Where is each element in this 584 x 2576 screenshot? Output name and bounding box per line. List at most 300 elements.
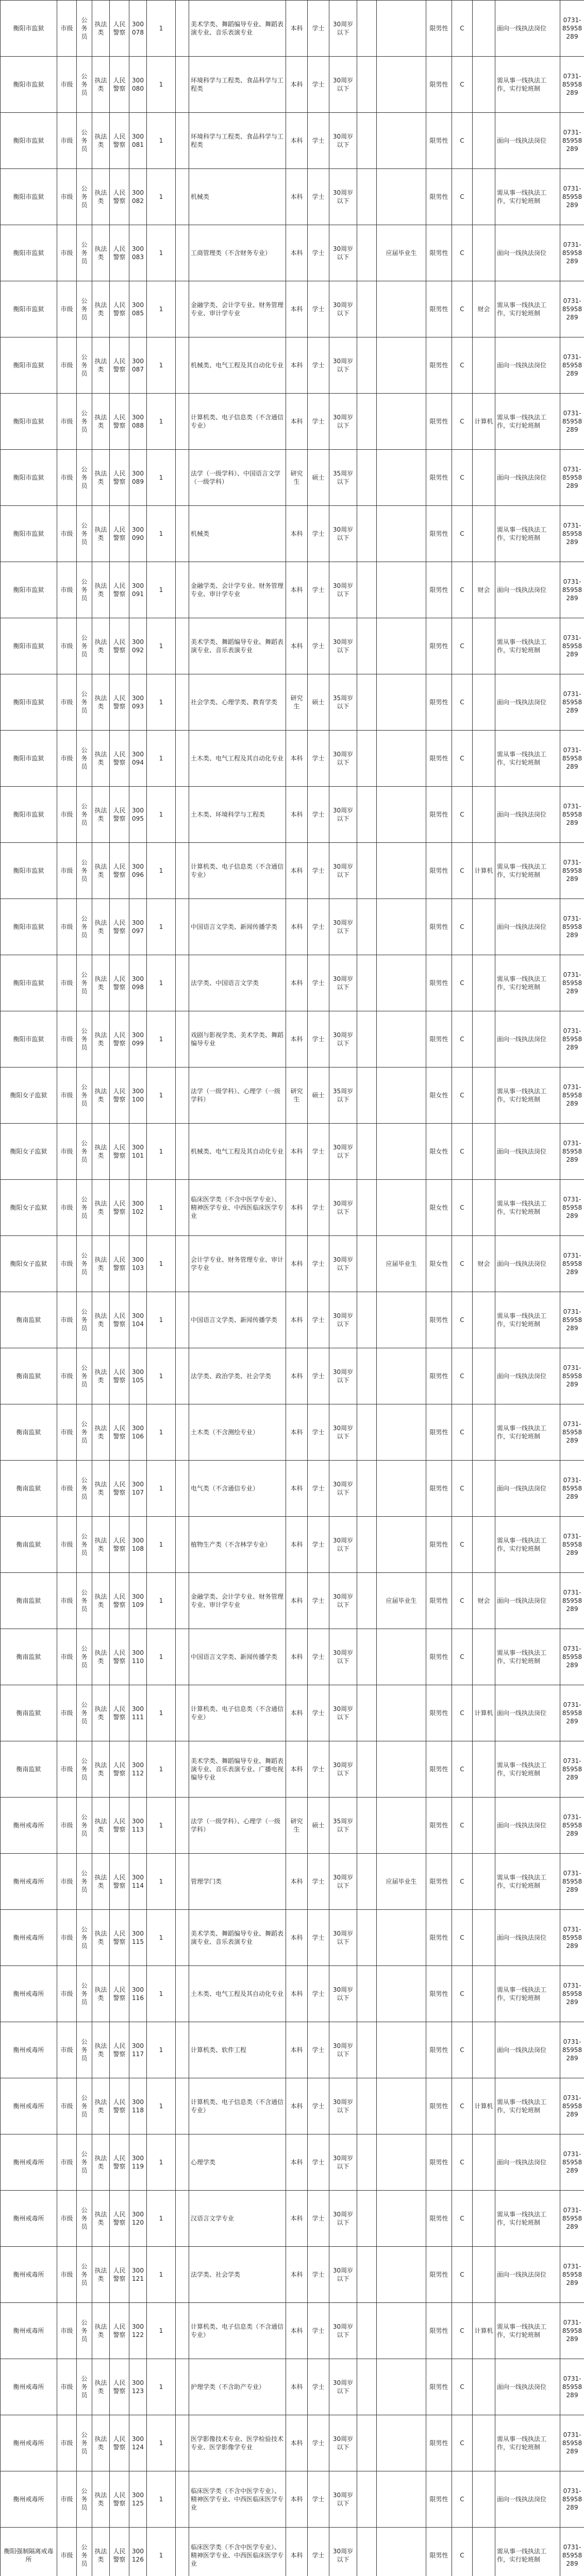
count-cell: 1 (147, 1, 176, 57)
major-cell: 戏剧与影视学类、美术学类、舞蹈编导专业 (189, 1011, 286, 1067)
exam-subject-cell (473, 674, 495, 731)
gender-cell: 限男性 (426, 1292, 452, 1348)
duty-cell: 执法类 (92, 1011, 110, 1067)
job-cell: 人民警察 (110, 2134, 129, 2191)
category-cell: C (452, 2247, 473, 2303)
count-cell: 1 (147, 2471, 176, 2528)
code-cell: 300112 (129, 1741, 147, 1798)
table-row (1, 506, 584, 562)
code-cell: 300087 (129, 337, 147, 394)
target-cell (377, 2471, 426, 2528)
politics-cell (357, 1, 377, 57)
category-cell: C (452, 1348, 473, 1404)
major-cell: 计算机类、电子信息类（不含通信专业） (189, 1685, 286, 1741)
count-cell: 1 (147, 1404, 176, 1461)
job-cell: 人民警察 (110, 1292, 129, 1348)
age-cell: 35周岁以下 (329, 450, 357, 506)
politics-cell (357, 2022, 377, 2078)
phone-cell: 0731-85958289 (560, 506, 584, 562)
code-cell: 300100 (129, 1067, 147, 1124)
politics-cell (357, 1011, 377, 1067)
note-cell: 面向一线执法岗位 (495, 450, 560, 506)
major-cell: 法学类、社会学类 (189, 2247, 286, 2303)
count-cell: 1 (147, 169, 176, 225)
unit-cell: 衡南监狱 (1, 1685, 57, 1741)
degree-title-cell: 学士 (308, 1741, 329, 1798)
duty-cell: 执法类 (92, 1685, 110, 1741)
note-cell: 面向一线执法岗位 (495, 787, 560, 843)
count-cell: 1 (147, 618, 176, 674)
note-cell: 需从事一线执法工作，实行轮班制 (495, 57, 560, 113)
count-cell: 1 (147, 394, 176, 450)
target-cell (377, 618, 426, 674)
duty-cell: 执法类 (92, 1910, 110, 1966)
exam-subject-cell (473, 1067, 495, 1124)
degree-cell: 本科 (286, 225, 308, 281)
degree-cell: 本科 (286, 337, 308, 394)
job-cell: 人民警察 (110, 562, 129, 618)
job-cell: 人民警察 (110, 1124, 129, 1180)
gender-cell: 限男性 (426, 562, 452, 618)
spacer-cell (176, 281, 189, 337)
unit-cell: 衡州戒毒所 (1, 2303, 57, 2359)
phone-cell: 0731-85958289 (560, 1180, 584, 1236)
unit-cell: 衡阳市监狱 (1, 337, 57, 394)
count-cell: 1 (147, 2247, 176, 2303)
note-cell: 面向一线执法岗位 (495, 1348, 560, 1404)
count-cell: 1 (147, 955, 176, 1011)
phone-cell: 0731-85958289 (560, 2191, 584, 2247)
age-cell: 30周岁以下 (329, 2415, 357, 2471)
major-cell: 计算机类、电子信息类（不含通信专业） (189, 2303, 286, 2359)
degree-title-cell: 学士 (308, 2134, 329, 2191)
job-cell: 人民警察 (110, 2191, 129, 2247)
level-cell: 市级 (57, 1461, 77, 1517)
phone-cell: 0731-85958289 (560, 787, 584, 843)
unit-cell: 衡阳强制隔离戒毒所 (1, 2528, 57, 2576)
politics-cell (357, 1741, 377, 1798)
age-cell: 30周岁以下 (329, 1461, 357, 1517)
degree-cell: 本科 (286, 113, 308, 169)
unit-cell: 衡阳女子监狱 (1, 1236, 57, 1292)
major-cell: 法学类、中国语言文学类 (189, 955, 286, 1011)
level-cell: 市级 (57, 2247, 77, 2303)
type-cell: 公务员 (77, 1798, 92, 1854)
degree-cell: 本科 (286, 1180, 308, 1236)
spacer-cell (176, 731, 189, 787)
category-cell: C (452, 57, 473, 113)
gender-cell: 限男性 (426, 1461, 452, 1517)
degree-title-cell: 学士 (308, 562, 329, 618)
level-cell: 市级 (57, 225, 77, 281)
count-cell: 1 (147, 562, 176, 618)
age-cell: 30周岁以下 (329, 337, 357, 394)
major-cell: 计算机类、电子信息类（不含通信专业） (189, 2078, 286, 2134)
major-cell: 护理学类（不含助产专业） (189, 2359, 286, 2415)
note-cell: 面向一线执法岗位 (495, 2247, 560, 2303)
duty-cell: 执法类 (92, 2303, 110, 2359)
phone-cell: 0731-85958289 (560, 562, 584, 618)
note-cell: 需从事一线执法工作，实行轮班制 (495, 394, 560, 450)
count-cell: 1 (147, 2078, 176, 2134)
gender-cell: 限男性 (426, 2247, 452, 2303)
spacer-cell (176, 169, 189, 225)
exam-subject-cell (473, 225, 495, 281)
duty-cell: 执法类 (92, 506, 110, 562)
job-cell: 人民警察 (110, 450, 129, 506)
table-row (1, 1236, 584, 1292)
exam-subject-cell (473, 450, 495, 506)
gender-cell: 限男性 (426, 2303, 452, 2359)
count-cell: 1 (147, 337, 176, 394)
degree-title-cell: 硕士 (308, 1067, 329, 1124)
spacer-cell (176, 1404, 189, 1461)
target-cell (377, 899, 426, 955)
code-cell: 300117 (129, 2022, 147, 2078)
degree-cell: 本科 (286, 1741, 308, 1798)
count-cell: 1 (147, 1517, 176, 1573)
phone-cell: 0731-85958289 (560, 1573, 584, 1629)
target-cell (377, 674, 426, 731)
duty-cell: 执法类 (92, 1966, 110, 2022)
unit-cell: 衡阳女子监狱 (1, 1124, 57, 1180)
duty-cell: 执法类 (92, 562, 110, 618)
level-cell: 市级 (57, 506, 77, 562)
degree-cell: 本科 (286, 2134, 308, 2191)
category-cell: C (452, 2134, 473, 2191)
duty-cell: 执法类 (92, 394, 110, 450)
spacer-cell (176, 225, 189, 281)
note-cell: 需从事一线执法工作，实行轮班制 (495, 2528, 560, 2576)
count-cell: 1 (147, 1236, 176, 1292)
code-cell: 300104 (129, 1292, 147, 1348)
duty-cell: 执法类 (92, 674, 110, 731)
category-cell: C (452, 1124, 473, 1180)
gender-cell: 限男性 (426, 1573, 452, 1629)
level-cell: 市级 (57, 843, 77, 899)
gender-cell: 限男性 (426, 2471, 452, 2528)
phone-cell: 0731-85958289 (560, 1236, 584, 1292)
major-cell: 临床医学类（不含中医学专业）、精神医学专业、中西医临床医学专业 (189, 2471, 286, 2528)
table-row (1, 1, 584, 57)
note-cell: 需从事一线执法工作，实行轮班制 (495, 1180, 560, 1236)
category-cell: C (452, 955, 473, 1011)
major-cell: 土木类、环境科学与工程类 (189, 787, 286, 843)
exam-subject-cell (473, 1348, 495, 1404)
exam-subject-cell (473, 955, 495, 1011)
category-cell: C (452, 2415, 473, 2471)
job-cell: 人民警察 (110, 1798, 129, 1854)
age-cell: 30周岁以下 (329, 618, 357, 674)
age-cell: 30周岁以下 (329, 1124, 357, 1180)
age-cell: 30周岁以下 (329, 843, 357, 899)
type-cell: 公务员 (77, 1629, 92, 1685)
exam-subject-cell (473, 899, 495, 955)
category-cell: C (452, 2191, 473, 2247)
politics-cell (357, 1685, 377, 1741)
gender-cell: 限男性 (426, 843, 452, 899)
code-cell: 300121 (129, 2247, 147, 2303)
level-cell: 市级 (57, 2303, 77, 2359)
phone-cell: 0731-85958289 (560, 337, 584, 394)
spacer-cell (176, 2191, 189, 2247)
category-cell: C (452, 169, 473, 225)
politics-cell (357, 1292, 377, 1348)
type-cell: 公务员 (77, 1124, 92, 1180)
code-cell: 300109 (129, 1573, 147, 1629)
duty-cell: 执法类 (92, 1067, 110, 1124)
job-cell: 人民警察 (110, 1404, 129, 1461)
gender-cell: 限男性 (426, 899, 452, 955)
phone-cell: 0731-85958289 (560, 225, 584, 281)
phone-cell: 0731-85958289 (560, 169, 584, 225)
spacer-cell (176, 450, 189, 506)
politics-cell (357, 787, 377, 843)
politics-cell (357, 731, 377, 787)
level-cell: 市级 (57, 57, 77, 113)
politics-cell (357, 450, 377, 506)
unit-cell: 衡阳市监狱 (1, 225, 57, 281)
degree-title-cell: 学士 (308, 618, 329, 674)
job-cell: 人民警察 (110, 618, 129, 674)
degree-cell: 本科 (286, 2303, 308, 2359)
gender-cell: 限男性 (426, 2359, 452, 2415)
target-cell (377, 843, 426, 899)
phone-cell: 0731-85958289 (560, 2303, 584, 2359)
phone-cell: 0731-85958289 (560, 1404, 584, 1461)
level-cell: 市级 (57, 1517, 77, 1573)
exam-subject-cell (473, 2359, 495, 2415)
spacer-cell (176, 618, 189, 674)
code-cell: 300095 (129, 787, 147, 843)
target-cell (377, 731, 426, 787)
major-cell: 环境科学与工程类、食品科学与工程类 (189, 113, 286, 169)
spacer-cell (176, 506, 189, 562)
gender-cell: 限男性 (426, 618, 452, 674)
category-cell: C (452, 899, 473, 955)
politics-cell (357, 2303, 377, 2359)
type-cell: 公务员 (77, 787, 92, 843)
level-cell: 市级 (57, 899, 77, 955)
politics-cell (357, 899, 377, 955)
degree-title-cell: 学士 (308, 1124, 329, 1180)
politics-cell (357, 562, 377, 618)
count-cell: 1 (147, 1348, 176, 1404)
exam-subject-cell (473, 787, 495, 843)
degree-cell: 本科 (286, 2078, 308, 2134)
politics-cell (357, 169, 377, 225)
category-cell: C (452, 2471, 473, 2528)
job-cell: 人民警察 (110, 1966, 129, 2022)
target-cell (377, 57, 426, 113)
degree-cell: 本科 (286, 281, 308, 337)
age-cell: 30周岁以下 (329, 169, 357, 225)
type-cell: 公务员 (77, 169, 92, 225)
category-cell: C (452, 1854, 473, 1910)
unit-cell: 衡州戒毒所 (1, 2134, 57, 2191)
politics-cell (357, 2415, 377, 2471)
target-cell (377, 1741, 426, 1798)
major-cell: 临床医学类（不含中医学专业）、精神医学专业、中西医临床医学专业 (189, 1180, 286, 1236)
count-cell: 1 (147, 1011, 176, 1067)
table-row (1, 1741, 584, 1798)
exam-subject-cell (473, 2191, 495, 2247)
code-cell: 300126 (129, 2528, 147, 2576)
duty-cell: 执法类 (92, 787, 110, 843)
table-row (1, 618, 584, 674)
level-cell: 市级 (57, 1292, 77, 1348)
unit-cell: 衡南监狱 (1, 1517, 57, 1573)
note-cell: 面向一线执法岗位 (495, 337, 560, 394)
unit-cell: 衡州戒毒所 (1, 2191, 57, 2247)
target-cell (377, 1910, 426, 1966)
category-cell: C (452, 1798, 473, 1854)
spacer-cell (176, 394, 189, 450)
age-cell: 30周岁以下 (329, 2528, 357, 2576)
unit-cell: 衡阳市监狱 (1, 1011, 57, 1067)
duty-cell: 执法类 (92, 1629, 110, 1685)
age-cell: 30周岁以下 (329, 1741, 357, 1798)
spacer-cell (176, 2359, 189, 2415)
type-cell: 公务员 (77, 843, 92, 899)
degree-cell: 本科 (286, 1461, 308, 1517)
job-cell: 人民警察 (110, 1180, 129, 1236)
table-row (1, 674, 584, 731)
gender-cell: 限男性 (426, 1685, 452, 1741)
note-cell: 面向一线执法岗位 (495, 2022, 560, 2078)
type-cell: 公务员 (77, 2303, 92, 2359)
category-cell: C (452, 843, 473, 899)
spacer-cell (176, 1067, 189, 1124)
gender-cell: 限男性 (426, 1348, 452, 1404)
target-cell (377, 2078, 426, 2134)
spacer-cell (176, 2471, 189, 2528)
table-row (1, 843, 584, 899)
type-cell: 公务员 (77, 2134, 92, 2191)
job-cell: 人民警察 (110, 2247, 129, 2303)
level-cell: 市级 (57, 281, 77, 337)
table-row (1, 1348, 584, 1404)
degree-title-cell: 学士 (308, 2022, 329, 2078)
code-cell: 300124 (129, 2415, 147, 2471)
type-cell: 公务员 (77, 1292, 92, 1348)
type-cell: 公务员 (77, 1180, 92, 1236)
phone-cell: 0731-85958289 (560, 1067, 584, 1124)
category-cell: C (452, 2078, 473, 2134)
exam-subject-cell (473, 1180, 495, 1236)
code-cell: 300102 (129, 1180, 147, 1236)
major-cell: 中国语言文学类、新闻传播学类 (189, 899, 286, 955)
degree-title-cell: 学士 (308, 2247, 329, 2303)
politics-cell (357, 1348, 377, 1404)
gender-cell: 限男性 (426, 225, 452, 281)
duty-cell: 执法类 (92, 843, 110, 899)
target-cell (377, 506, 426, 562)
table-row (1, 2078, 584, 2134)
degree-cell: 本科 (286, 1910, 308, 1966)
politics-cell (357, 618, 377, 674)
level-cell: 市级 (57, 787, 77, 843)
politics-cell (357, 2134, 377, 2191)
degree-title-cell: 学士 (308, 2303, 329, 2359)
exam-subject-cell: 财会 (473, 562, 495, 618)
target-cell (377, 562, 426, 618)
count-cell: 1 (147, 2415, 176, 2471)
degree-title-cell: 学士 (308, 337, 329, 394)
degree-title-cell: 学士 (308, 1236, 329, 1292)
degree-cell: 本科 (286, 2022, 308, 2078)
politics-cell (357, 674, 377, 731)
politics-cell (357, 1573, 377, 1629)
duty-cell: 执法类 (92, 2247, 110, 2303)
job-cell: 人民警察 (110, 1236, 129, 1292)
job-cell: 人民警察 (110, 1067, 129, 1124)
type-cell: 公务员 (77, 2528, 92, 2576)
level-cell: 市级 (57, 731, 77, 787)
note-cell: 面向一线执法岗位 (495, 2471, 560, 2528)
age-cell: 30周岁以下 (329, 1292, 357, 1348)
phone-cell: 0731-85958289 (560, 1966, 584, 2022)
job-cell: 人民警察 (110, 1461, 129, 1517)
unit-cell: 衡阳市监狱 (1, 731, 57, 787)
code-cell: 300123 (129, 2359, 147, 2415)
major-cell: 金融学类、会计学专业、财务管理专业、审计学专业 (189, 1573, 286, 1629)
table-row (1, 1292, 584, 1348)
gender-cell: 限男性 (426, 1404, 452, 1461)
unit-cell: 衡南监狱 (1, 1348, 57, 1404)
code-cell: 300122 (129, 2303, 147, 2359)
unit-cell: 衡州戒毒所 (1, 1798, 57, 1854)
code-cell: 300080 (129, 57, 147, 113)
degree-cell: 本科 (286, 1011, 308, 1067)
category-cell: C (452, 1011, 473, 1067)
unit-cell: 衡南监狱 (1, 1741, 57, 1798)
exam-subject-cell (473, 1124, 495, 1180)
table-row (1, 450, 584, 506)
gender-cell: 限男性 (426, 57, 452, 113)
politics-cell (357, 2528, 377, 2576)
exam-subject-cell (473, 2134, 495, 2191)
code-cell: 300096 (129, 843, 147, 899)
note-cell: 需从事一线执法工作，实行轮班制 (495, 1629, 560, 1685)
spacer-cell (176, 1517, 189, 1573)
count-cell: 1 (147, 787, 176, 843)
table-row (1, 899, 584, 955)
level-cell: 市级 (57, 1180, 77, 1236)
level-cell: 市级 (57, 1011, 77, 1067)
type-cell: 公务员 (77, 394, 92, 450)
spacer-cell (176, 1573, 189, 1629)
type-cell: 公务员 (77, 955, 92, 1011)
code-cell: 300101 (129, 1124, 147, 1180)
note-cell: 面向一线执法岗位 (495, 1, 560, 57)
duty-cell: 执法类 (92, 731, 110, 787)
major-cell: 法学（一级学科）、中国语言文学（一级学科） (189, 450, 286, 506)
category-cell: C (452, 1461, 473, 1517)
duty-cell: 执法类 (92, 1798, 110, 1854)
note-cell: 需从事一线执法工作，实行轮班制 (495, 1854, 560, 1910)
major-cell: 金融学类、会计学专业、财务管理专业、审计学专业 (189, 281, 286, 337)
job-cell: 人民警察 (110, 169, 129, 225)
category-cell: C (452, 1573, 473, 1629)
duty-cell: 执法类 (92, 1517, 110, 1573)
spacer-cell (176, 1629, 189, 1685)
degree-title-cell: 学士 (308, 225, 329, 281)
degree-title-cell: 学士 (308, 899, 329, 955)
exam-subject-cell (473, 1854, 495, 1910)
unit-cell: 衡阳市监狱 (1, 113, 57, 169)
code-cell: 300103 (129, 1236, 147, 1292)
